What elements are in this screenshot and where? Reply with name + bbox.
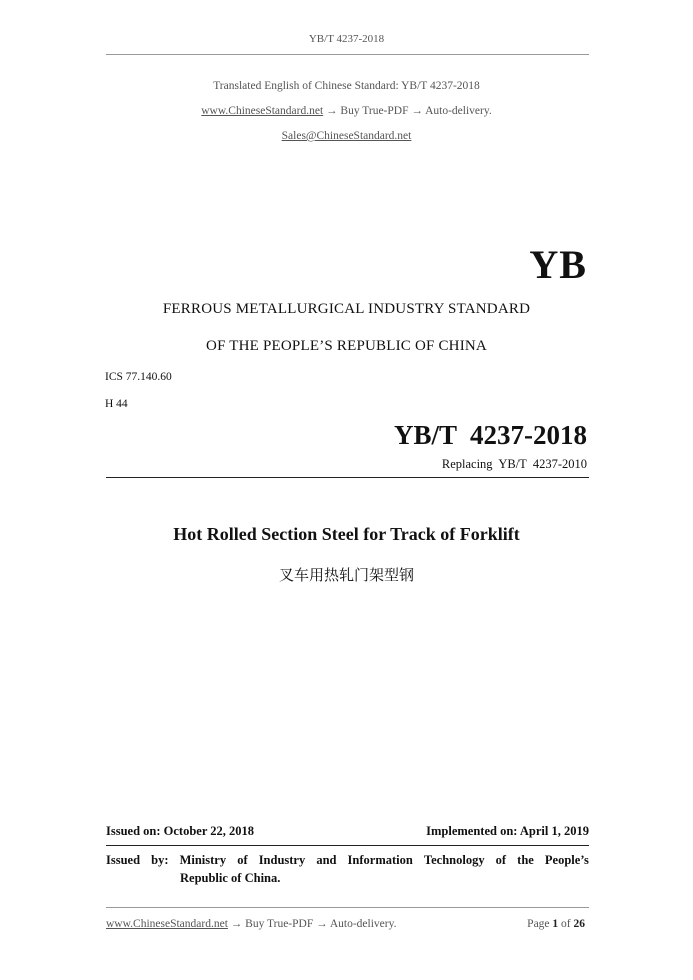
- issued-by-word: Ministry: [179, 853, 227, 867]
- org-line-2: OF THE PEOPLE’S REPUBLIC OF CHINA: [206, 338, 487, 354]
- purchase-banner-line: [0, 105, 693, 117]
- issued-by-word: Industry: [258, 853, 306, 867]
- header-divider: [106, 54, 589, 55]
- ccs-code: H 44: [105, 398, 128, 410]
- issued-by-word: the: [517, 853, 534, 867]
- issued-by-word: Information: [347, 853, 413, 867]
- translation-banner-line: Translated English of Chinese Standard: YB/T 4237-2018: [213, 80, 480, 92]
- implemented-on-date: Implemented on: April 1, 2019: [426, 824, 589, 838]
- issue-divider: [106, 845, 589, 846]
- replacing-note: Replacing YB/T 4237-2010: [441, 457, 587, 471]
- footer-purchase-text: → Buy True-PDF → Auto-delivery.: [227, 918, 397, 930]
- issued-by-word: People’s: [544, 853, 589, 867]
- yb-logo: YB: [529, 242, 587, 287]
- document-title-en: Hot Rolled Section Steel for Track of Forklift: [173, 524, 520, 544]
- issued-by-line-2: Republic of China.: [180, 871, 281, 885]
- issued-by-word: and: [316, 853, 337, 867]
- sales-email-line: [0, 130, 693, 142]
- purchase-banner-text: → Buy True-PDF → Auto-delivery.: [323, 105, 492, 117]
- issued-by: [106, 851, 589, 887]
- sales-email-link[interactable]: Sales@ChineseStandard.net: [281, 130, 412, 142]
- footer-divider: [106, 907, 589, 908]
- page-label: Page: [527, 918, 550, 930]
- issued-by-word: Issued: [106, 853, 141, 867]
- running-header: YB/T 4237-2018: [308, 33, 385, 45]
- title-divider: [106, 477, 589, 478]
- standard-number: YB/T 4237-2018: [393, 420, 587, 450]
- page-indicator: [527, 918, 585, 930]
- document-title-cn: 叉车用热轧门架型钢: [278, 566, 414, 584]
- issued-by-line-1: [106, 851, 589, 869]
- page-current: 1: [552, 918, 559, 930]
- issued-by-word: Technology: [423, 853, 485, 867]
- ics-code: ICS 77.140.60: [105, 371, 172, 383]
- footer-purchase-line: [106, 918, 396, 930]
- footer-chinesestandard-link[interactable]: www.ChineseStandard.net: [106, 918, 228, 930]
- chinesestandard-link[interactable]: www.ChineseStandard.net: [201, 105, 324, 117]
- org-line-1: FERROUS METALLURGICAL INDUSTRY STANDARD: [162, 301, 531, 317]
- issued-by-word: of: [237, 853, 248, 867]
- issued-on-date: Issued on: October 22, 2018: [106, 824, 255, 838]
- page-total: 26: [573, 918, 585, 930]
- page-of-label: of: [561, 918, 571, 930]
- issued-by-word: by:: [151, 853, 169, 867]
- issued-by-word: of: [495, 853, 507, 867]
